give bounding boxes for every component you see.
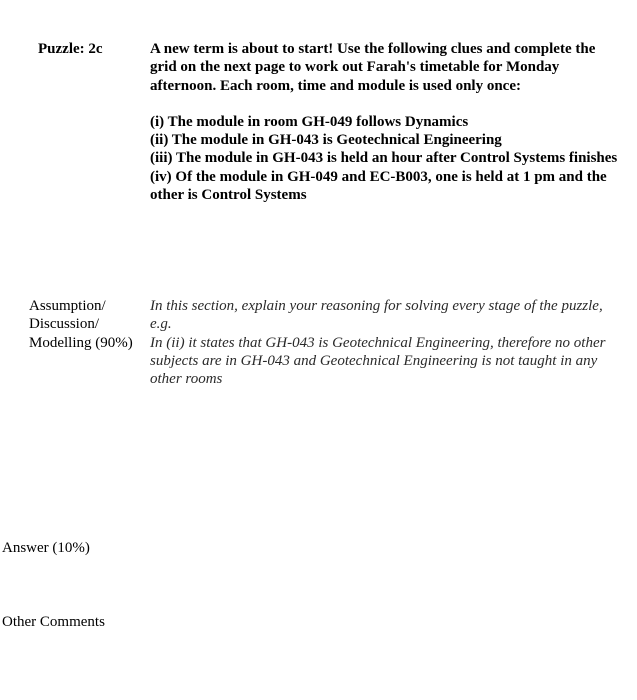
comments-section-label: Other Comments [2, 614, 105, 630]
puzzle-intro: A new term is about to start! Use the following clues and complete the grid on the next page to work out Farah's timetable for Monday afternoon. Each room, time and module is used only once: [150, 41, 596, 94]
clue-item: (i) The module in room GH-049 follows Dynamics [150, 113, 469, 130]
clue-item: (iii) The module in GH-043 is held an hour after Control Systems finishes [150, 150, 618, 167]
assumption-label-line: Discussion/ [29, 316, 100, 333]
answer-section-label: Answer (10%) [2, 540, 90, 556]
assumption-instruction: In this section, explain your reasoning for solving every stage of the puzzle, e.g. [150, 298, 603, 333]
puzzle-label: Puzzle: 2c [38, 41, 103, 57]
assumption-label-line: Modelling (90%) [29, 334, 133, 351]
clue-list [150, 113, 620, 204]
clue-item: (iv) Of the module in GH-049 and EC-B003, one is held at 1 pm and the other is Control Systems [150, 168, 607, 204]
assumption-label-line: Assumption/ [29, 298, 106, 314]
assumption-section-content[interactable] [150, 297, 620, 388]
assumption-example: In (ii) it states that GH-043 is Geotechnical Engineering, therefore no other subjects are in GH-043 and Geotechnical Engineering is not taught in any other rooms [150, 334, 606, 388]
assumption-section-label [29, 297, 133, 352]
clue-item: (ii) The module in GH-043 is Geotechnical Engineering [150, 132, 502, 149]
puzzle-description [150, 40, 620, 204]
